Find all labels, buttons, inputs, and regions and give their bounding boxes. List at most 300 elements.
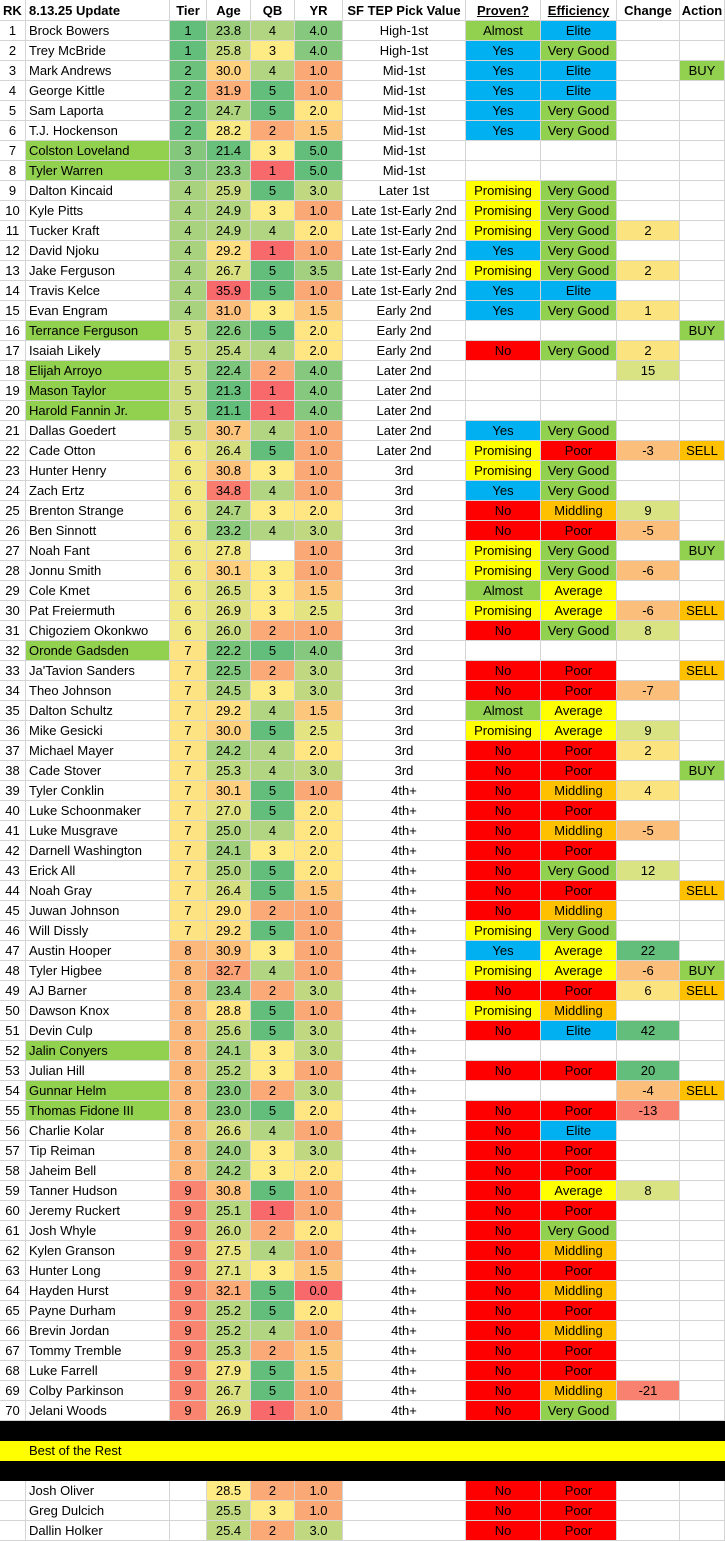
pick-value-cell[interactable]: Later 1st xyxy=(343,181,466,201)
yr-cell[interactable]: 1.5 xyxy=(295,1361,343,1381)
yr-cell[interactable]: 4.0 xyxy=(295,401,343,421)
yr-cell[interactable]: 1.0 xyxy=(295,921,343,941)
tier-cell[interactable]: 8 xyxy=(170,1061,207,1081)
player-name-cell[interactable]: Luke Musgrave xyxy=(26,821,170,841)
player-name-cell[interactable]: AJ Barner xyxy=(26,981,170,1001)
efficiency-cell[interactable]: Poor xyxy=(541,521,617,541)
proven-cell[interactable]: No xyxy=(466,681,541,701)
rank-cell[interactable]: 65 xyxy=(0,1301,26,1321)
change-cell[interactable]: -6 xyxy=(617,601,680,621)
tier-cell[interactable]: 7 xyxy=(170,761,207,781)
tier-cell[interactable]: 8 xyxy=(170,1161,207,1181)
action-cell[interactable] xyxy=(680,621,725,641)
pick-value-cell[interactable]: 3rd xyxy=(343,581,466,601)
tier-cell[interactable]: 6 xyxy=(170,621,207,641)
proven-cell[interactable]: No xyxy=(466,881,541,901)
proven-cell[interactable]: No xyxy=(466,1481,541,1501)
rank-cell[interactable]: 54 xyxy=(0,1081,26,1101)
action-cell[interactable] xyxy=(680,1501,725,1521)
efficiency-cell[interactable]: Middling xyxy=(541,1281,617,1301)
rank-cell[interactable]: 34 xyxy=(0,681,26,701)
qb-cell[interactable]: 2 xyxy=(251,361,295,381)
efficiency-cell[interactable]: Very Good xyxy=(541,221,617,241)
pick-value-cell[interactable] xyxy=(343,1521,466,1541)
rank-cell[interactable]: 67 xyxy=(0,1341,26,1361)
proven-cell[interactable]: No xyxy=(466,501,541,521)
proven-cell[interactable]: No xyxy=(466,661,541,681)
qb-cell[interactable]: 5 xyxy=(251,261,295,281)
pick-value-cell[interactable]: High-1st xyxy=(343,41,466,61)
efficiency-cell[interactable]: Poor xyxy=(541,1101,617,1121)
age-cell[interactable]: 26.9 xyxy=(207,601,251,621)
age-cell[interactable]: 26.5 xyxy=(207,581,251,601)
yr-cell[interactable]: 2.0 xyxy=(295,841,343,861)
change-cell[interactable]: -5 xyxy=(617,821,680,841)
yr-cell[interactable]: 3.0 xyxy=(295,661,343,681)
action-cell[interactable]: SELL xyxy=(680,441,725,461)
tier-cell[interactable]: 5 xyxy=(170,381,207,401)
tier-cell[interactable]: 7 xyxy=(170,861,207,881)
proven-cell[interactable]: No xyxy=(466,1101,541,1121)
action-cell[interactable]: BUY xyxy=(680,961,725,981)
efficiency-cell[interactable]: Poor xyxy=(541,1341,617,1361)
age-cell[interactable]: 35.9 xyxy=(207,281,251,301)
yr-cell[interactable]: 2.0 xyxy=(295,861,343,881)
proven-cell[interactable]: Promising xyxy=(466,541,541,561)
tier-cell[interactable]: 8 xyxy=(170,961,207,981)
tier-cell[interactable]: 7 xyxy=(170,641,207,661)
yr-cell[interactable]: 1.0 xyxy=(295,1061,343,1081)
qb-cell[interactable]: 1 xyxy=(251,161,295,181)
action-cell[interactable] xyxy=(680,1041,725,1061)
change-cell[interactable]: 12 xyxy=(617,861,680,881)
tier-cell[interactable]: 7 xyxy=(170,841,207,861)
age-cell[interactable]: 25.0 xyxy=(207,861,251,881)
rank-cell[interactable]: 52 xyxy=(0,1041,26,1061)
pick-value-cell[interactable]: 4th+ xyxy=(343,781,466,801)
tier-cell[interactable]: 6 xyxy=(170,601,207,621)
action-cell[interactable] xyxy=(680,261,725,281)
player-name-cell[interactable]: Tucker Kraft xyxy=(26,221,170,241)
qb-cell[interactable]: 5 xyxy=(251,921,295,941)
yr-cell[interactable]: 3.0 xyxy=(295,521,343,541)
change-cell[interactable] xyxy=(617,701,680,721)
pick-value-cell[interactable]: Mid-1st xyxy=(343,141,466,161)
age-cell[interactable]: 27.8 xyxy=(207,541,251,561)
age-cell[interactable]: 25.0 xyxy=(207,821,251,841)
proven-cell[interactable]: No xyxy=(466,1161,541,1181)
rank-cell[interactable]: 68 xyxy=(0,1361,26,1381)
proven-cell[interactable]: Almost xyxy=(466,701,541,721)
yr-cell[interactable]: 1.0 xyxy=(295,781,343,801)
player-name-cell[interactable]: Josh Oliver xyxy=(26,1481,170,1501)
rank-cell[interactable]: 49 xyxy=(0,981,26,1001)
rank-cell[interactable]: 46 xyxy=(0,921,26,941)
tier-cell[interactable]: 4 xyxy=(170,241,207,261)
pick-value-cell[interactable]: 4th+ xyxy=(343,1061,466,1081)
yr-cell[interactable]: 1.5 xyxy=(295,881,343,901)
yr-cell[interactable]: 2.0 xyxy=(295,221,343,241)
rank-cell[interactable]: 2 xyxy=(0,41,26,61)
efficiency-cell[interactable]: Elite xyxy=(541,81,617,101)
rank-cell[interactable]: 70 xyxy=(0,1401,26,1421)
player-name-cell[interactable]: Brevin Jordan xyxy=(26,1321,170,1341)
yr-cell[interactable]: 1.0 xyxy=(295,961,343,981)
proven-cell[interactable]: Promising xyxy=(466,721,541,741)
proven-cell[interactable]: Yes xyxy=(466,301,541,321)
proven-cell[interactable]: No xyxy=(466,1221,541,1241)
change-cell[interactable]: 8 xyxy=(617,1181,680,1201)
rank-cell[interactable]: 48 xyxy=(0,961,26,981)
change-cell[interactable] xyxy=(617,641,680,661)
rank-cell[interactable]: 33 xyxy=(0,661,26,681)
tier-cell[interactable]: 4 xyxy=(170,181,207,201)
action-cell[interactable] xyxy=(680,301,725,321)
tier-cell[interactable]: 6 xyxy=(170,561,207,581)
action-cell[interactable] xyxy=(680,1321,725,1341)
change-cell[interactable]: 15 xyxy=(617,361,680,381)
yr-cell[interactable]: 4.0 xyxy=(295,41,343,61)
tier-cell[interactable]: 9 xyxy=(170,1241,207,1261)
efficiency-cell[interactable]: Middling xyxy=(541,901,617,921)
efficiency-cell[interactable]: Poor xyxy=(541,841,617,861)
player-name-cell[interactable]: Mike Gesicki xyxy=(26,721,170,741)
pick-value-cell[interactable]: 3rd xyxy=(343,661,466,681)
yr-cell[interactable]: 4.0 xyxy=(295,381,343,401)
player-name-cell[interactable]: Devin Culp xyxy=(26,1021,170,1041)
tier-cell[interactable]: 7 xyxy=(170,781,207,801)
player-name-cell[interactable]: Payne Durham xyxy=(26,1301,170,1321)
yr-cell[interactable]: 1.0 xyxy=(295,1181,343,1201)
action-cell[interactable] xyxy=(680,81,725,101)
efficiency-cell[interactable]: Poor xyxy=(541,741,617,761)
age-cell[interactable]: 24.2 xyxy=(207,741,251,761)
efficiency-cell[interactable]: Poor xyxy=(541,1481,617,1501)
pick-value-cell[interactable]: 4th+ xyxy=(343,1001,466,1021)
action-cell[interactable] xyxy=(680,421,725,441)
efficiency-cell[interactable]: Poor xyxy=(541,1141,617,1161)
qb-cell[interactable]: 5 xyxy=(251,781,295,801)
header-qb[interactable]: QB xyxy=(251,0,295,21)
qb-cell[interactable]: 4 xyxy=(251,521,295,541)
proven-cell[interactable] xyxy=(466,1041,541,1061)
efficiency-cell[interactable]: Very Good xyxy=(541,1221,617,1241)
pick-value-cell[interactable]: 4th+ xyxy=(343,861,466,881)
efficiency-cell[interactable]: Poor xyxy=(541,681,617,701)
tier-cell[interactable]: 5 xyxy=(170,401,207,421)
player-name-cell[interactable]: Noah Gray xyxy=(26,881,170,901)
pick-value-cell[interactable]: Mid-1st xyxy=(343,61,466,81)
player-name-cell[interactable]: Ja'Tavion Sanders xyxy=(26,661,170,681)
action-cell[interactable] xyxy=(680,381,725,401)
rank-cell[interactable]: 3 xyxy=(0,61,26,81)
action-cell[interactable]: BUY xyxy=(680,761,725,781)
pick-value-cell[interactable]: High-1st xyxy=(343,21,466,41)
tier-cell[interactable]: 7 xyxy=(170,801,207,821)
change-cell[interactable] xyxy=(617,1361,680,1381)
tier-cell[interactable]: 7 xyxy=(170,661,207,681)
efficiency-cell[interactable]: Elite xyxy=(541,281,617,301)
age-cell[interactable]: 25.2 xyxy=(207,1061,251,1081)
pick-value-cell[interactable]: 4th+ xyxy=(343,1021,466,1041)
change-cell[interactable] xyxy=(617,661,680,681)
qb-cell[interactable] xyxy=(251,541,295,561)
change-cell[interactable]: -13 xyxy=(617,1101,680,1121)
player-name-cell[interactable]: Jalin Conyers xyxy=(26,1041,170,1061)
proven-cell[interactable]: No xyxy=(466,1261,541,1281)
age-cell[interactable]: 29.2 xyxy=(207,241,251,261)
player-name-cell[interactable]: Julian Hill xyxy=(26,1061,170,1081)
rank-cell[interactable]: 21 xyxy=(0,421,26,441)
pick-value-cell[interactable]: Later 2nd xyxy=(343,401,466,421)
efficiency-cell[interactable]: Middling xyxy=(541,781,617,801)
efficiency-cell[interactable]: Poor xyxy=(541,761,617,781)
player-name-cell[interactable]: Tip Reiman xyxy=(26,1141,170,1161)
pick-value-cell[interactable]: 3rd xyxy=(343,501,466,521)
qb-cell[interactable]: 1 xyxy=(251,1401,295,1421)
age-cell[interactable]: 28.5 xyxy=(207,1481,251,1501)
qb-cell[interactable]: 5 xyxy=(251,1101,295,1121)
tier-cell[interactable]: 6 xyxy=(170,461,207,481)
rank-cell[interactable]: 27 xyxy=(0,541,26,561)
proven-cell[interactable]: Promising xyxy=(466,601,541,621)
qb-cell[interactable]: 4 xyxy=(251,61,295,81)
yr-cell[interactable]: 1.0 xyxy=(295,241,343,261)
qb-cell[interactable]: 3 xyxy=(251,1261,295,1281)
proven-cell[interactable]: No xyxy=(466,621,541,641)
efficiency-cell[interactable]: Middling xyxy=(541,1241,617,1261)
player-name-cell[interactable]: Chigoziem Okonkwo xyxy=(26,621,170,641)
proven-cell[interactable]: No xyxy=(466,1341,541,1361)
qb-cell[interactable]: 3 xyxy=(251,1141,295,1161)
rank-cell[interactable]: 39 xyxy=(0,781,26,801)
change-cell[interactable] xyxy=(617,541,680,561)
yr-cell[interactable]: 1.0 xyxy=(295,1321,343,1341)
age-cell[interactable]: 23.8 xyxy=(207,21,251,41)
yr-cell[interactable]: 1.0 xyxy=(295,561,343,581)
player-name-cell[interactable]: Mark Andrews xyxy=(26,61,170,81)
proven-cell[interactable]: No xyxy=(466,1281,541,1301)
efficiency-cell[interactable]: Very Good xyxy=(541,541,617,561)
change-cell[interactable]: 9 xyxy=(617,721,680,741)
rank-cell[interactable]: 56 xyxy=(0,1121,26,1141)
rank-cell[interactable]: 40 xyxy=(0,801,26,821)
rank-cell[interactable]: 60 xyxy=(0,1201,26,1221)
player-name-cell[interactable]: Evan Engram xyxy=(26,301,170,321)
tier-cell[interactable] xyxy=(170,1501,207,1521)
efficiency-cell[interactable]: Very Good xyxy=(541,101,617,121)
qb-cell[interactable]: 1 xyxy=(251,401,295,421)
yr-cell[interactable]: 1.0 xyxy=(295,281,343,301)
proven-cell[interactable]: Yes xyxy=(466,281,541,301)
change-cell[interactable]: 2 xyxy=(617,221,680,241)
player-name-cell[interactable]: Gunnar Helm xyxy=(26,1081,170,1101)
pick-value-cell[interactable]: 4th+ xyxy=(343,1381,466,1401)
pick-value-cell[interactable]: Mid-1st xyxy=(343,161,466,181)
age-cell[interactable]: 23.2 xyxy=(207,521,251,541)
rank-cell[interactable]: 53 xyxy=(0,1061,26,1081)
change-cell[interactable] xyxy=(617,381,680,401)
tier-cell[interactable]: 9 xyxy=(170,1401,207,1421)
qb-cell[interactable]: 5 xyxy=(251,641,295,661)
tier-cell[interactable]: 9 xyxy=(170,1261,207,1281)
rank-cell[interactable]: 25 xyxy=(0,501,26,521)
header-change[interactable]: Change xyxy=(617,0,680,21)
tier-cell[interactable]: 5 xyxy=(170,341,207,361)
qb-cell[interactable]: 3 xyxy=(251,41,295,61)
action-cell[interactable] xyxy=(680,1001,725,1021)
proven-cell[interactable]: No xyxy=(466,901,541,921)
qb-cell[interactable]: 3 xyxy=(251,1041,295,1061)
player-name-cell[interactable]: Hunter Long xyxy=(26,1261,170,1281)
qb-cell[interactable]: 3 xyxy=(251,301,295,321)
player-name-cell[interactable]: Theo Johnson xyxy=(26,681,170,701)
player-name-cell[interactable]: Trey McBride xyxy=(26,41,170,61)
efficiency-cell[interactable] xyxy=(541,1081,617,1101)
player-name-cell[interactable]: Zach Ertz xyxy=(26,481,170,501)
qb-cell[interactable]: 3 xyxy=(251,581,295,601)
proven-cell[interactable]: No xyxy=(466,841,541,861)
proven-cell[interactable]: Promising xyxy=(466,1001,541,1021)
age-cell[interactable]: 30.1 xyxy=(207,561,251,581)
qb-cell[interactable]: 5 xyxy=(251,1181,295,1201)
rank-cell[interactable]: 19 xyxy=(0,381,26,401)
efficiency-cell[interactable] xyxy=(541,161,617,181)
proven-cell[interactable]: No xyxy=(466,741,541,761)
change-cell[interactable]: -3 xyxy=(617,441,680,461)
player-name-cell[interactable]: Terrance Ferguson xyxy=(26,321,170,341)
qb-cell[interactable]: 5 xyxy=(251,1361,295,1381)
action-cell[interactable] xyxy=(680,401,725,421)
best-of-rest-band[interactable]: Best of the Rest xyxy=(0,1441,725,1461)
tier-cell[interactable]: 9 xyxy=(170,1181,207,1201)
rank-cell[interactable]: 15 xyxy=(0,301,26,321)
efficiency-cell[interactable]: Poor xyxy=(541,881,617,901)
proven-cell[interactable] xyxy=(466,381,541,401)
pick-value-cell[interactable]: 3rd xyxy=(343,461,466,481)
qb-cell[interactable]: 3 xyxy=(251,501,295,521)
proven-cell[interactable]: Yes xyxy=(466,81,541,101)
player-name-cell[interactable]: Tyler Conklin xyxy=(26,781,170,801)
yr-cell[interactable]: 2.5 xyxy=(295,721,343,741)
player-name-cell[interactable]: Jelani Woods xyxy=(26,1401,170,1421)
yr-cell[interactable]: 3.0 xyxy=(295,1141,343,1161)
qb-cell[interactable]: 5 xyxy=(251,441,295,461)
pick-value-cell[interactable]: 4th+ xyxy=(343,901,466,921)
age-cell[interactable]: 26.7 xyxy=(207,261,251,281)
pick-value-cell[interactable]: Later 2nd xyxy=(343,441,466,461)
efficiency-cell[interactable] xyxy=(541,641,617,661)
change-cell[interactable]: -6 xyxy=(617,561,680,581)
tier-cell[interactable]: 9 xyxy=(170,1301,207,1321)
age-cell[interactable]: 22.4 xyxy=(207,361,251,381)
change-cell[interactable] xyxy=(617,1301,680,1321)
action-cell[interactable] xyxy=(680,1121,725,1141)
rank-cell[interactable]: 37 xyxy=(0,741,26,761)
qb-cell[interactable]: 5 xyxy=(251,1001,295,1021)
change-cell[interactable]: 2 xyxy=(617,741,680,761)
player-name-cell[interactable]: Thomas Fidone III xyxy=(26,1101,170,1121)
proven-cell[interactable]: No xyxy=(466,1381,541,1401)
change-cell[interactable] xyxy=(617,241,680,261)
age-cell[interactable]: 25.6 xyxy=(207,1021,251,1041)
pick-value-cell[interactable]: 4th+ xyxy=(343,941,466,961)
yr-cell[interactable]: 3.0 xyxy=(295,181,343,201)
tier-cell[interactable]: 8 xyxy=(170,941,207,961)
age-cell[interactable]: 26.9 xyxy=(207,1401,251,1421)
change-cell[interactable] xyxy=(617,1341,680,1361)
tier-cell[interactable]: 6 xyxy=(170,521,207,541)
age-cell[interactable]: 21.3 xyxy=(207,381,251,401)
tier-cell[interactable]: 9 xyxy=(170,1381,207,1401)
yr-cell[interactable]: 3.0 xyxy=(295,1081,343,1101)
player-name-cell[interactable]: Tyler Higbee xyxy=(26,961,170,981)
player-name-cell[interactable]: Jaheim Bell xyxy=(26,1161,170,1181)
qb-cell[interactable]: 2 xyxy=(251,981,295,1001)
yr-cell[interactable]: 1.5 xyxy=(295,581,343,601)
yr-cell[interactable]: 1.5 xyxy=(295,701,343,721)
yr-cell[interactable]: 1.0 xyxy=(295,421,343,441)
action-cell[interactable] xyxy=(680,41,725,61)
player-name-cell[interactable]: Elijah Arroyo xyxy=(26,361,170,381)
efficiency-cell[interactable]: Average xyxy=(541,601,617,621)
tier-cell[interactable]: 8 xyxy=(170,1081,207,1101)
yr-cell[interactable]: 1.5 xyxy=(295,121,343,141)
pick-value-cell[interactable]: 3rd xyxy=(343,761,466,781)
proven-cell[interactable]: No xyxy=(466,1181,541,1201)
qb-cell[interactable]: 5 xyxy=(251,281,295,301)
pick-value-cell[interactable]: Mid-1st xyxy=(343,101,466,121)
efficiency-cell[interactable]: Very Good xyxy=(541,121,617,141)
change-cell[interactable] xyxy=(617,21,680,41)
proven-cell[interactable]: Yes xyxy=(466,101,541,121)
player-name-cell[interactable]: Cole Kmet xyxy=(26,581,170,601)
age-cell[interactable]: 23.3 xyxy=(207,161,251,181)
yr-cell[interactable]: 0.0 xyxy=(295,1281,343,1301)
yr-cell[interactable]: 2.0 xyxy=(295,321,343,341)
age-cell[interactable]: 24.7 xyxy=(207,501,251,521)
tier-cell[interactable]: 1 xyxy=(170,21,207,41)
action-cell[interactable]: SELL xyxy=(680,601,725,621)
player-name-cell[interactable]: Brenton Strange xyxy=(26,501,170,521)
qb-cell[interactable]: 3 xyxy=(251,841,295,861)
proven-cell[interactable] xyxy=(466,641,541,661)
player-name-cell[interactable]: Dalton Kincaid xyxy=(26,181,170,201)
action-cell[interactable] xyxy=(680,1361,725,1381)
rank-cell[interactable]: 41 xyxy=(0,821,26,841)
efficiency-cell[interactable]: Poor xyxy=(541,981,617,1001)
efficiency-cell[interactable]: Very Good xyxy=(541,261,617,281)
proven-cell[interactable]: No xyxy=(466,1521,541,1541)
proven-cell[interactable] xyxy=(466,401,541,421)
player-name-cell[interactable]: Travis Kelce xyxy=(26,281,170,301)
pick-value-cell[interactable]: 3rd xyxy=(343,741,466,761)
pick-value-cell[interactable]: 3rd xyxy=(343,521,466,541)
tier-cell[interactable]: 7 xyxy=(170,721,207,741)
tier-cell[interactable]: 8 xyxy=(170,1101,207,1121)
age-cell[interactable]: 25.3 xyxy=(207,1341,251,1361)
age-cell[interactable]: 31.9 xyxy=(207,81,251,101)
yr-cell[interactable]: 1.0 xyxy=(295,1121,343,1141)
rank-cell[interactable]: 12 xyxy=(0,241,26,261)
action-cell[interactable] xyxy=(680,361,725,381)
rank-cell[interactable]: 16 xyxy=(0,321,26,341)
player-name-cell[interactable]: Tyler Warren xyxy=(26,161,170,181)
age-cell[interactable]: 25.2 xyxy=(207,1321,251,1341)
pick-value-cell[interactable]: 3rd xyxy=(343,541,466,561)
change-cell[interactable] xyxy=(617,1261,680,1281)
pick-value-cell[interactable]: 3rd xyxy=(343,601,466,621)
